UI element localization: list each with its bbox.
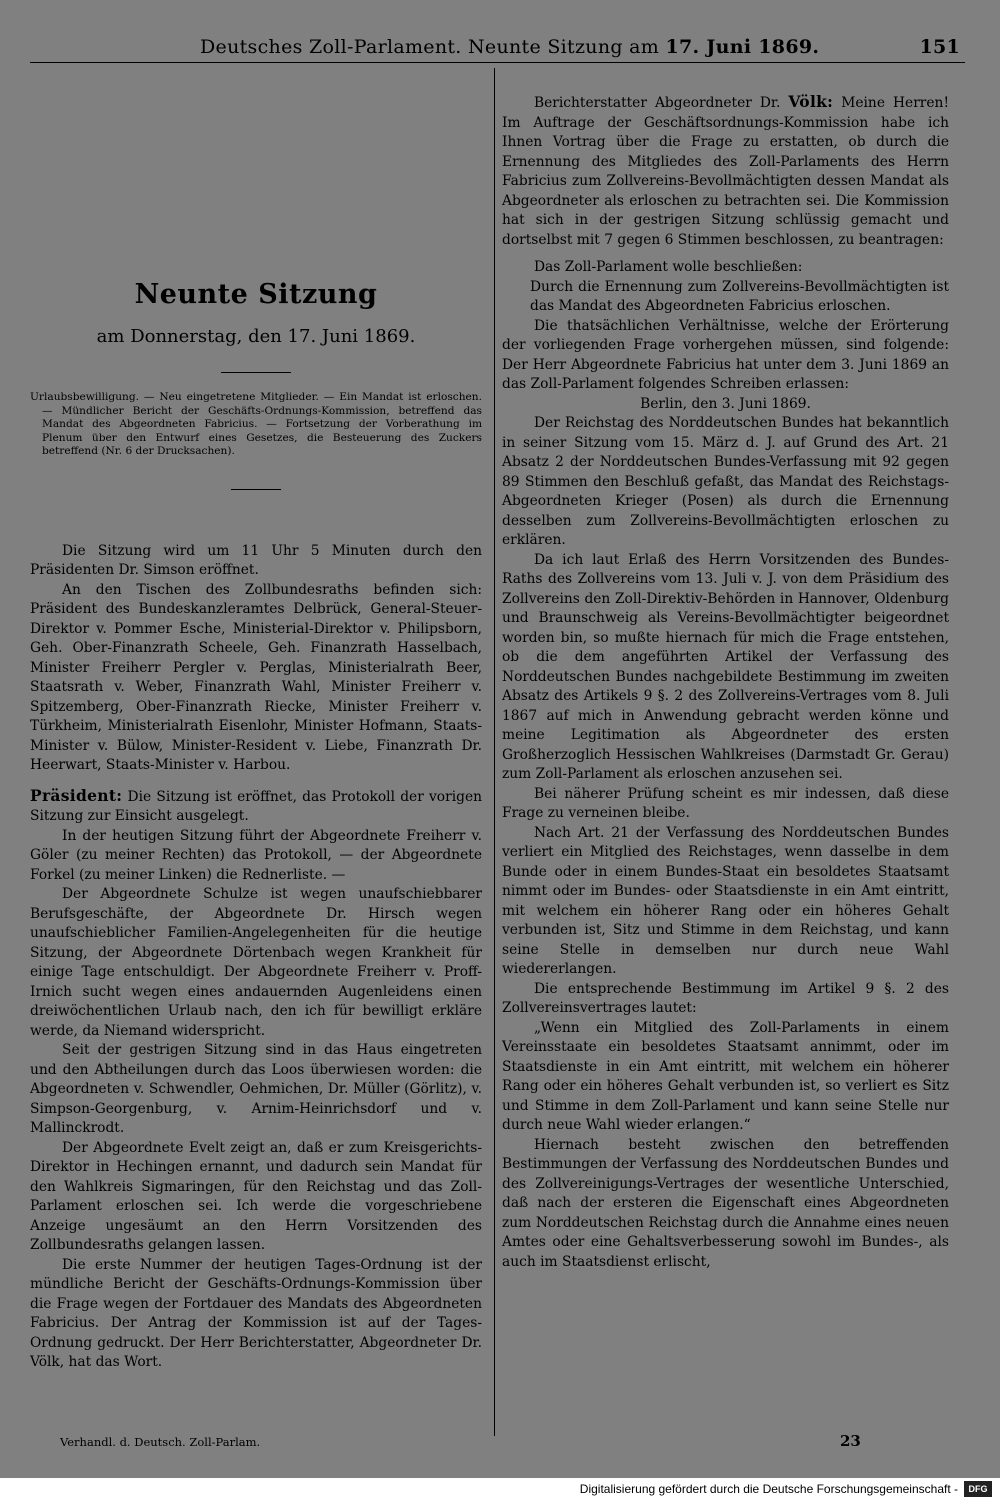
- paragraph: Die thatsächlichen Verhältnisse, welche der Erörterung der vorliegenden Frage vorhergehen müssen, sind folgende: Der Herr Abgeordnete Fabricius hat unter dem 3. Juni 1869 an das Zoll-Parlament folgendes Schreiben erlassen:: [502, 317, 949, 392]
- speaker-name: Präsident:: [30, 785, 123, 805]
- running-header: [30, 32, 965, 63]
- paragraph: Seit der gestrigen Sitzung sind in das Haus eingetreten und den Abtheilungen durch das Loos überwiesen worden: die Abgeordneten v. Schwendler, Oehmichen, Dr. Müller (Görlitz), v. Simpson-Georgenburg, v. Arnim-Heinrichsdorf und v. Mallinckrodt.: [30, 1042, 482, 1136]
- paragraph: Nach Art. 21 der Verfassung des Norddeutschen Bundes verliert ein Mitglied des Reichstages, wenn dasselbe in dem Bunde oder in einem Bundes-Staat ein besoldetes Staatsamt nimmt oder im Bundes- oder Staatsdienste in ein Amt eintritt, mit welchem ein höherer Rang oder ein höheres Gehalt verbunden ist, Sitz und Stimme in dem Reichstag, und kann seine Stelle in demselben nur durch neue Wahl wiedererlangen.: [502, 824, 949, 977]
- paragraph: Der Reichstag des Norddeutschen Bundes hat bekanntlich in seiner Sitzung vom 15. März d. J. auf Grund des Art. 21 Absatz 2 der Norddeutschen Bundes-Verfassung mit 92 gegen 89 Stimmen den Beschluß gefaßt, das Mandat des Reichstags-Abgeordneten Krieger (Posen) als durch die Ernennung desselben zum Zollvereins-Bevollmächtigten erloschen zu erklären.: [502, 415, 949, 548]
- paragraph: Präsident: Die Sitzung ist eröffnet, das Protokoll der vorigen Sitzung zur Einsicht ausgelegt.: [30, 785, 482, 824]
- funding-text: Digitalisierung gefördert durch die Deutsche Forschungsgemeinschaft -: [579, 1482, 958, 1496]
- signature-mark: 23: [840, 1432, 861, 1450]
- paragraph: Bei näherer Prüfung scheint es mir indessen, daß diese Frage zu verneinen bleibe.: [502, 785, 949, 821]
- quotation: „Wenn ein Mitglied des Zoll-Parlaments in einem Vereinsstaate ein besoldetes Staatsamt annimmt, oder im Staatsdienste in ein Amt eintritt, mit welchem ein höherer Rang oder ein höheres Gehalt verbunden ist, so verliert es Sitz und Stimme in dem Zoll-Parlament und kann seine Stelle nur durch neue Wahl wieder erlangen.“: [502, 1019, 949, 1133]
- paragraph: Da ich laut Erlaß des Herrn Vorsitzenden des Bundes-Raths des Zollvereins vom 13. Juli v. J. von dem Präsidium des Zollvereins den Zoll-Direktiv-Behörden in Hannover, Oldenburg und Braunschweig als Vereins-Bevollmächtigter beigeordnet worden bin, so mußte hiernach für mich die Frage entstehen, ob die dem angeführten Artikel der Verfassung des Norddeutschen Bundes nachgebildete Bestimmung im zweiten Absatz des Artikels 9 §. 2 des Zollvereins-Vertrages vom 8. Juli 1867 auf mich in Anwendung gebracht werden könne und meine Legitimation als Abgeordneter des ersten Großherzoglich Hessischen Wahlkreises (Darmstadt Gr. Gerau) zum Zoll-Parlament als erloschen anzusehen sei.: [502, 551, 949, 782]
- session-date: am Donnerstag, den 17. Juni 1869.: [96, 325, 416, 347]
- motion-intro: Das Zoll-Parlament wolle beschließen:: [534, 259, 803, 275]
- session-title: Neunte Sitzung: [134, 279, 378, 310]
- column-divider: [494, 68, 495, 1436]
- divider: [221, 372, 291, 373]
- page-number: 151: [919, 36, 960, 58]
- header-title: Deutsches Zoll-Parlament. Neunte Sitzung am 17. Juni 1869.: [200, 36, 820, 58]
- divider: [231, 489, 281, 490]
- left-column: [30, 80, 482, 1373]
- footer-note: Verhandl. d. Deutsch. Zoll-Parlam.: [60, 1435, 261, 1449]
- agenda-summary: Urlaubsbewilligung. — Neu eingetretene Mitglieder. — Ein Mandat ist erloschen. — Mündlicher Bericht der Geschäfts-Ordnungs-Kommission, betreffend das Mandat des Abgeordneten Fabricius. — Fortsetzung der Vorberathung im Plenum über den Entwurf eines Gesetzes, die Besteuerung des Zuckers betreffend (Nr. 6 der Drucksachen).: [30, 391, 482, 457]
- paragraph: Der Abgeordnete Evelt zeigt an, daß er zum Kreisgerichts-Direktor in Hechingen ernannt, und dadurch sein Mandat für den Wahlkreis Sigmaringen, für den Reichstag und das Zoll-Parlament erloschen sei. Ich werde die vorgeschriebene Anzeige ungesäumt an den Herrn Vorsitzenden des Zollbundesraths gelangen lassen.: [30, 1139, 482, 1253]
- paragraph: Berichterstatter Abgeordneter Dr. Völk: Meine Herren! Im Auftrage der Geschäftsordnungs-Kommission habe ich Ihnen Vortrag über die Frage zu erstatten, ob durch die Ernennung des Mitgliedes des Zoll-Parlaments des Herrn Fabricius zum Zollvereins-Bevollmächtigten dessen Mandat als Abgeordneter als erloschen zu betrachten sei. Die Kommission hat sich in der gestrigen Sitzung schlüssig gemacht und dortselbst mit 7 gegen 6 Stimmen beschlossen, zu beantragen:: [502, 92, 949, 248]
- motion-text: Durch die Ernennung zum Zollvereins-Bevollmächtigten ist das Mandat des Abgeordneten Fabricius erloschen.: [530, 278, 949, 314]
- paragraph: Der Abgeordnete Schulze ist wegen unaufschiebbarer Berufsgeschäfte, der Abgeordnete Dr. Hirsch wegen unaufschieblicher Familien-Angelegenheiten für die heutige Sitzung, der Abgeordnete Dörtenbach wegen Krankheit für einige Tage entschuldigt. Der Abgeordnete Freiherr v. Proff-Irnich sucht wegen eines andauernden Augenleidens einen dreiwöchentlichen Urlaub nach, den ich für bewilligt erkläre werde, da Niemand widerspricht.: [30, 886, 482, 1039]
- right-column: [502, 92, 949, 1272]
- dfg-logo: DFG: [964, 1481, 992, 1497]
- paragraph: Die entsprechende Bestimmung im Artikel 9 §. 2 des Zollvereinsvertrages lautet:: [502, 980, 949, 1016]
- motion: [502, 258, 949, 317]
- paragraph: In der heutigen Sitzung führt der Abgeordnete Freiherr v. Göler (zu meiner Rechten) das Protokoll, — der Abgeordnete Forkel (zu meiner Linken) die Rednerliste. —: [30, 827, 482, 883]
- speaker-name: Völk:: [788, 92, 834, 111]
- letter-place-date: Berlin, den 3. Juni 1869.: [640, 395, 811, 412]
- funding-banner: [0, 1478, 1000, 1501]
- paragraph: An den Tischen des Zollbundesraths befinden sich: Präsident des Bundeskanzleramtes Delbrück, General-Steuer-Direktor v. Pommer Esche, Ministerial-Direktor v. Philipsborn, Geh. Ober-Finanzrath Scheele, Geh. Finanzrath Hasselbach, Minister Freiherr Pergler v. Perglas, Ministerialrath Beer, Staatsrath v. Weber, Finanzrath Wahl, Minister Freiherr v. Spitzemberg, Ober-Finanzrath Riecke, Minister Freiherr v. Türkheim, Ministerialrath Eisenlohr, Minister Hofmann, Staats-Minister v. Bülow, Minister-Resident v. Liebe, Finanzrath Dr. Heerwart, Staats-Minister v. Harbou.: [30, 581, 482, 773]
- paragraph: Die Sitzung wird um 11 Uhr 5 Minuten durch den Präsidenten Dr. Simson eröffnet.: [30, 542, 482, 578]
- paragraph: Hiernach besteht zwischen den betreffenden Bestimmungen der Verfassung des Norddeutschen Bundes und des Zollvereinigungs-Vertrages der wesentliche Unterschied, daß nach der ersteren die Eigenschaft eines Abgeordneten zum Norddeutschen Reichstag durch die Annahme eines neuen Amtes oder eine Gehaltsverbesserung sowohl im Bundes-, als auch im Staatsdienst erlischt,: [502, 1136, 949, 1270]
- paragraph: Die erste Nummer der heutigen Tages-Ordnung ist der mündliche Bericht der Geschäfts-Ordnungs-Kommission über die Frage wegen der Fortdauer des Mandats des Abgeordneten Fabricius. Der Antrag der Kommission ist auf der Tages-Ordnung gedruckt. Der Herr Berichterstatter, Abgeordneter Dr. Völk, hat das Wort.: [30, 1256, 482, 1370]
